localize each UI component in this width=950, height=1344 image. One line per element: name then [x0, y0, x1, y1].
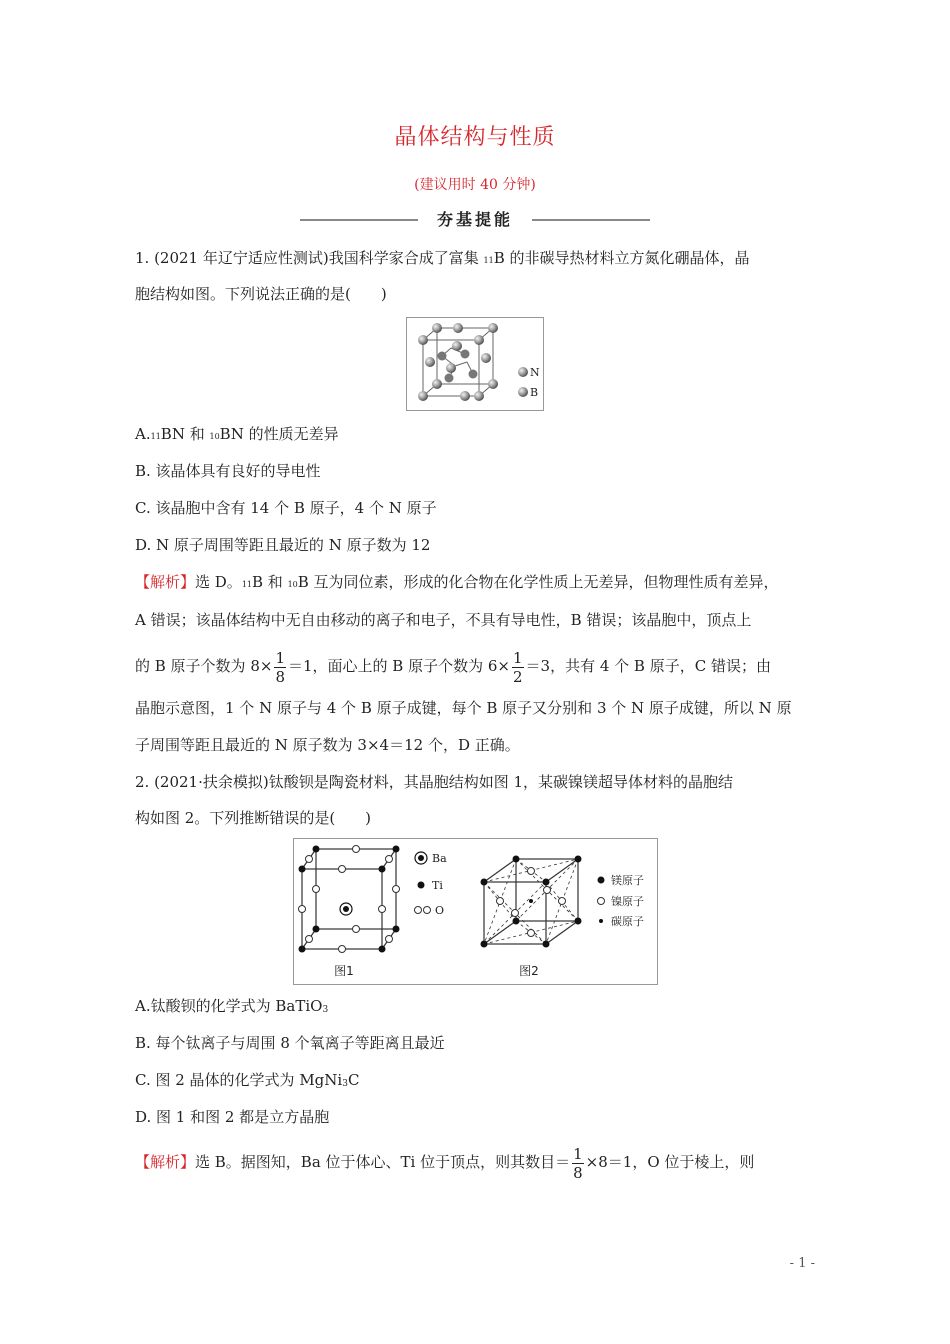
fraction	[572, 1145, 584, 1182]
q2-unit-cells	[294, 839, 657, 984]
fraction-numerator: 1	[573, 1144, 583, 1163]
q1-analysis-line2: A 错误；该晶体结构中无自由移动的离子和电子，不具有导电性，B 错误；该晶胞中，顶点上	[135, 611, 752, 629]
q2-option-b: B. 每个钛离子与周围 8 个氧离子等距离且最近	[135, 1034, 445, 1052]
analysis-text: ＝3，共有 4 个 B 原子，C 错误；由	[525, 657, 771, 675]
section-banner	[300, 208, 650, 232]
q1-stem-line1	[135, 248, 749, 271]
q1-analysis-line5: 子周围等距且最近的 N 原子数为 3×4＝12 个，D 正确。	[135, 736, 520, 754]
figure2-caption: 图2	[519, 964, 539, 978]
option-text: BN 和	[160, 425, 210, 443]
q1-option-b: B. 该晶体具有良好的导电性	[135, 462, 321, 480]
legend-ti: Ti	[432, 879, 443, 892]
fraction-denominator: 2	[512, 667, 523, 686]
q2-stem-line2: 构如图 2。下列推断错误的是( )	[135, 809, 372, 827]
q1-analysis-line1	[135, 572, 779, 595]
legend-n: N	[530, 366, 540, 379]
legend-o: O	[435, 904, 445, 917]
q2-option-c	[135, 1070, 359, 1094]
option-text: BN 的性质无差异	[219, 425, 339, 443]
q1-crystal-figure	[406, 317, 544, 411]
q1-analysis-line4: 晶胞示意图，1 个 N 原子与 4 个 B 原子成键，每个 B 原子又分别和 3 个 N 原子成键，所以 N 原	[135, 699, 792, 717]
q1-option-c: C. 该晶胞中含有 14 个 B 原子，4 个 N 原子	[135, 499, 437, 517]
subscript: 3	[322, 1005, 329, 1015]
analysis-text: B 和	[252, 573, 288, 591]
q2-analysis-line1	[135, 1140, 754, 1184]
fraction-numerator: 1	[275, 648, 285, 667]
q2-option-d: D. 图 1 和图 2 都是立方晶胞	[135, 1108, 330, 1126]
analysis-text: ×8＝1，O 位于棱上，则	[585, 1153, 755, 1171]
q1-stem-text: B 的非碳导热材料立方氮化硼晶体，晶	[493, 249, 750, 267]
q1-option-d: D. N 原子周围等距且最近的 N 原子数为 12	[135, 536, 431, 554]
fraction-numerator: 1	[512, 648, 523, 667]
analysis-text: B 互为同位素，形成的化合物在化学性质上无差异，但物理性质有差异，	[297, 573, 779, 591]
isotope-mass: 10	[287, 580, 298, 589]
analysis-text: ＝1，面心上的 B 原子个数为 6×	[288, 657, 510, 675]
option-text: C	[347, 1071, 360, 1089]
q1-analysis-line3	[135, 644, 771, 688]
isotope-mass: 11	[241, 580, 252, 589]
legend-mg: 镁原子	[611, 874, 644, 887]
section-banner-label: 夯基提能	[418, 208, 532, 232]
analysis-text: 选 B。据图知，Ba 位于体心、Ti 位于顶点，则其数目＝	[195, 1153, 571, 1171]
option-text: C. 图 2 晶体的化学式为 MgNi	[135, 1071, 343, 1089]
q1-option-a	[135, 424, 339, 447]
fraction-denominator: 8	[275, 667, 285, 686]
figure1-caption: 图1	[334, 964, 354, 978]
fraction	[274, 649, 286, 686]
time-hint: (建议用时 40 分钟)	[414, 177, 536, 193]
legend-ba: Ba	[432, 852, 447, 865]
isotope-mass: 10	[209, 432, 220, 441]
boron-nitride-unit-cell	[407, 318, 543, 410]
q1-stem-text: 1. (2021 年辽宁适应性测试)我国科学家合成了富集	[135, 249, 484, 267]
fraction-denominator: 8	[573, 1163, 583, 1182]
page-number: - 1 -	[789, 1256, 815, 1271]
analysis-text: 选 D。	[195, 573, 242, 591]
banner-rule-right	[532, 219, 650, 221]
page-title: 晶体结构与性质	[394, 125, 556, 150]
analysis-tag: 【解析】	[135, 1153, 196, 1171]
legend-c: 碳原子	[611, 915, 644, 928]
q2-option-a	[135, 996, 328, 1020]
q2-crystal-figures	[293, 838, 658, 985]
isotope-mass: 11	[150, 432, 161, 441]
q1-stem-line2: 胞结构如图。下列说法正确的是( )	[135, 285, 387, 303]
legend-b: B	[530, 386, 539, 399]
legend-ni: 镍原子	[611, 895, 644, 908]
fraction	[512, 649, 524, 686]
analysis-tag: 【解析】	[135, 573, 196, 591]
isotope-mass: 11	[483, 256, 494, 265]
q2-stem-line1: 2. (2021·扶余模拟)钛酸钡是陶瓷材料，其晶胞结构如图 1，某碳镍镁超导体材料的晶胞结	[135, 773, 734, 791]
banner-rule-left	[300, 219, 418, 221]
subscript: 3	[342, 1079, 348, 1089]
analysis-text: 的 B 原子个数为 8×	[135, 657, 273, 675]
option-letter: A.	[135, 425, 151, 443]
option-text: A.钛酸钡的化学式为 BaTiO	[135, 997, 323, 1015]
